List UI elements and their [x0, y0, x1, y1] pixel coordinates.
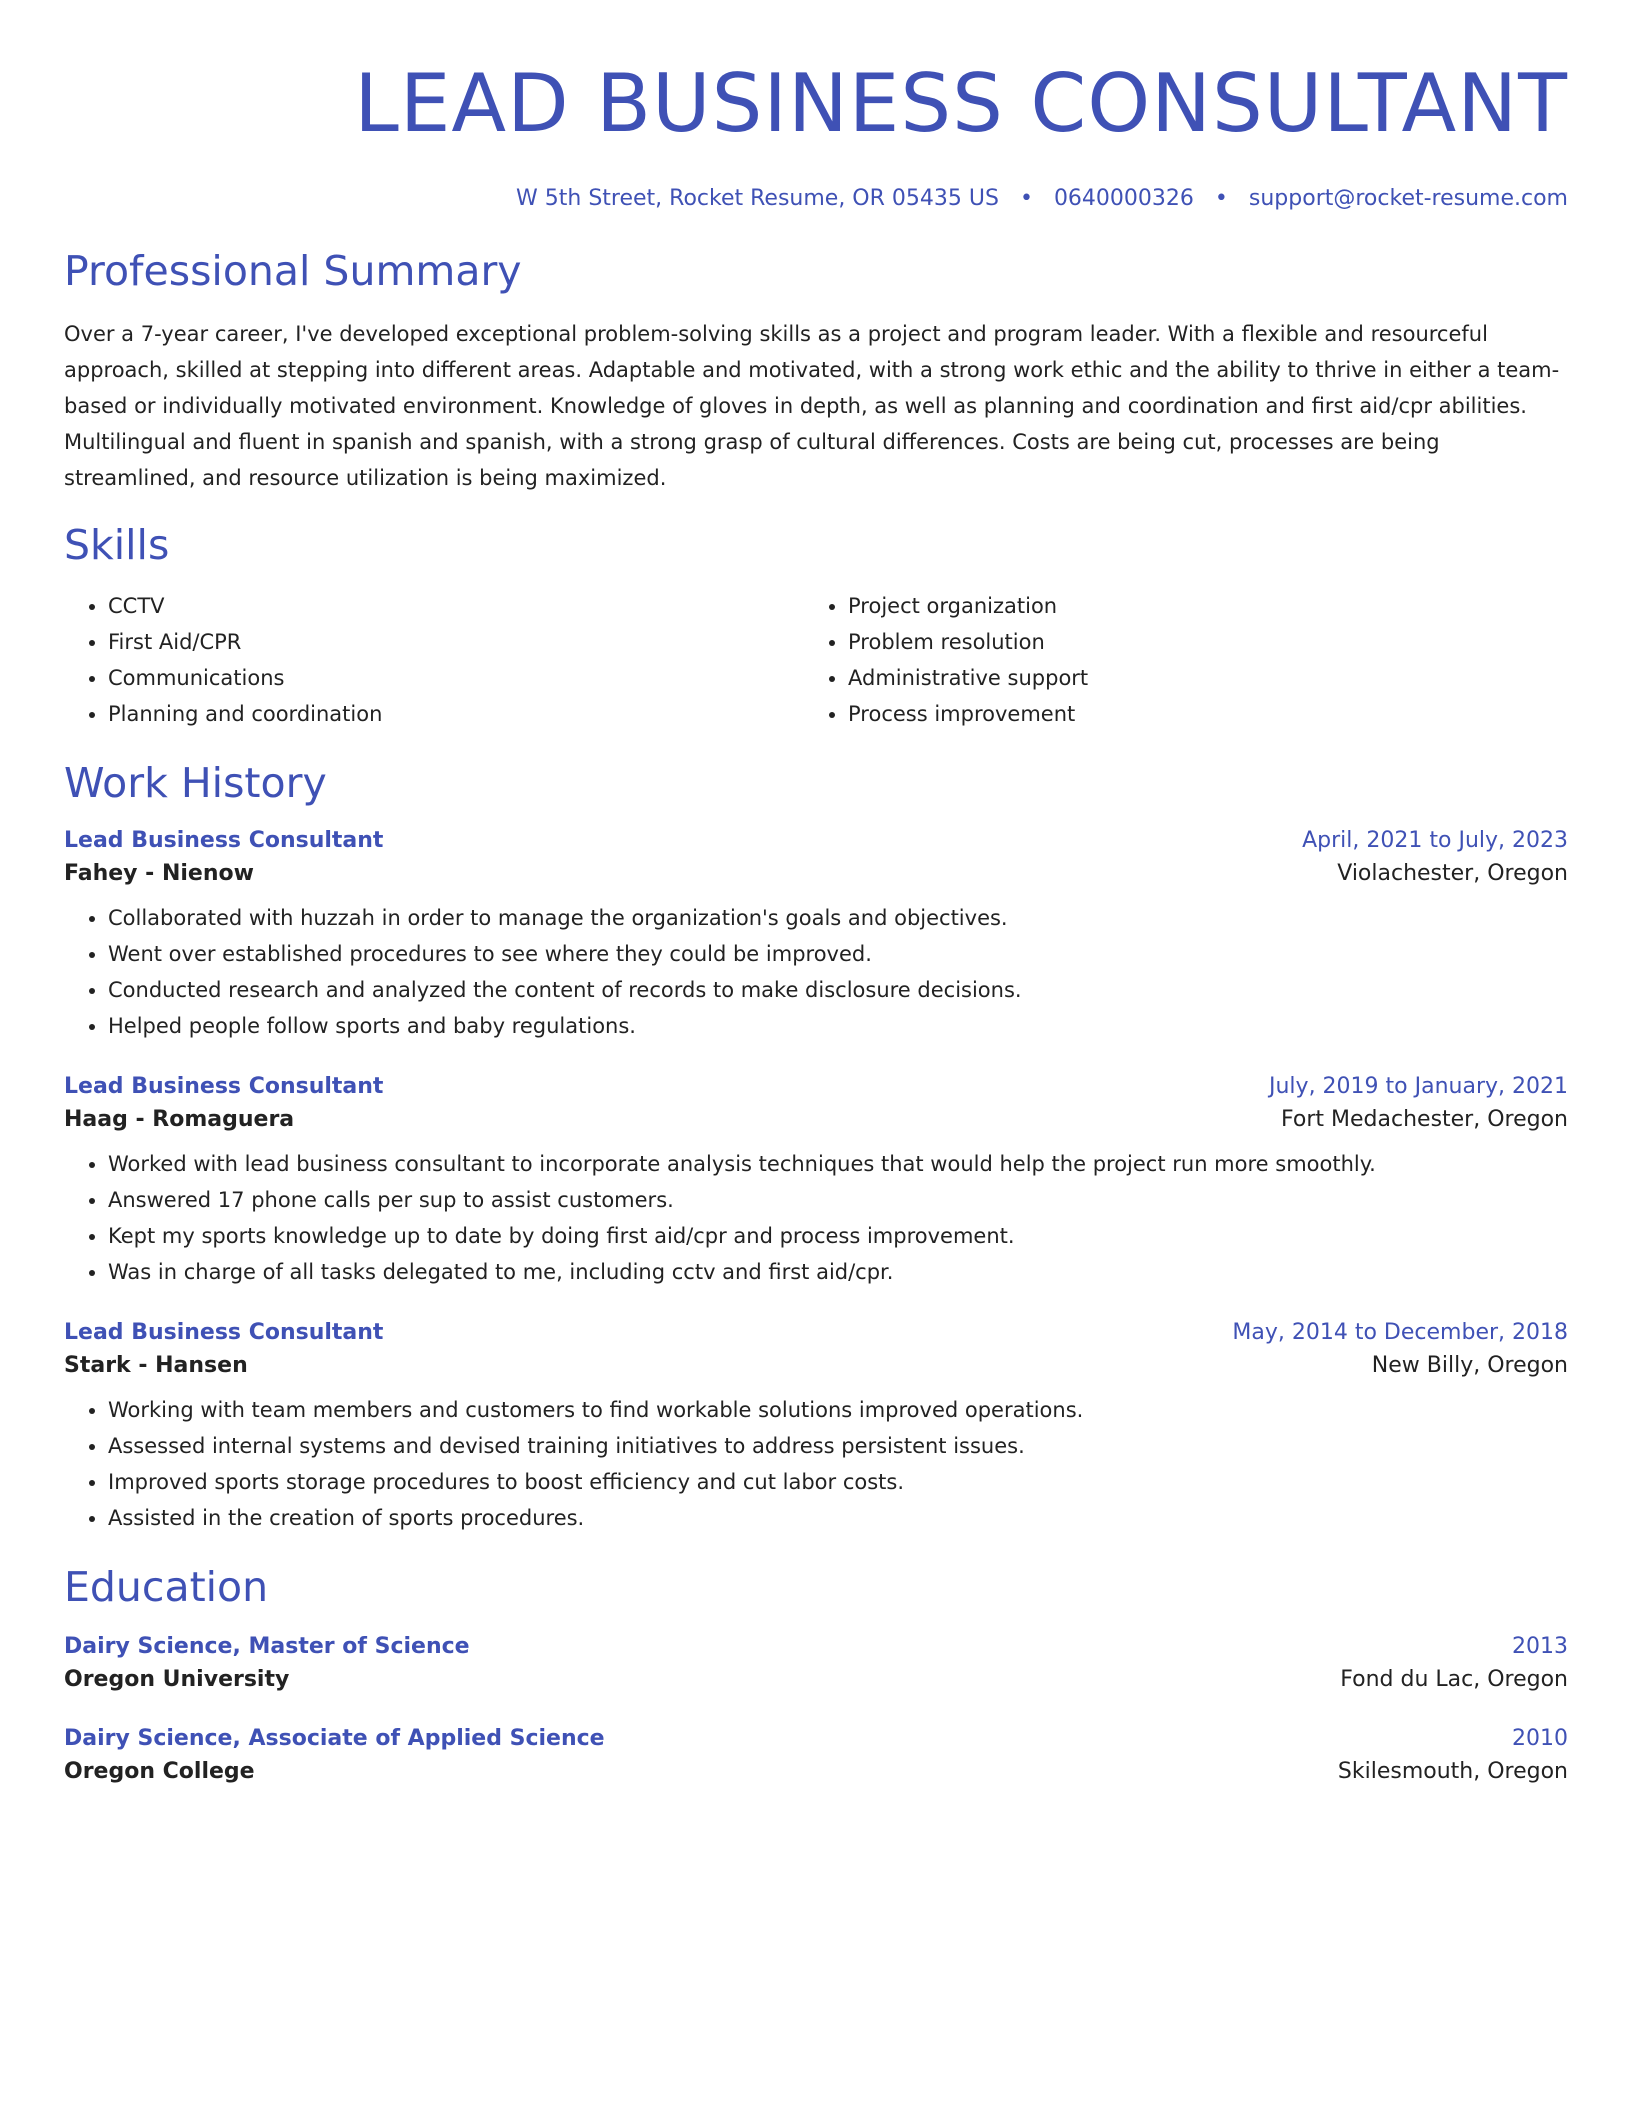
summary-text: Over a 7-year career, I've developed exceptional problem-solving skills as a project and program leader. With a flexible and resourceful approach, skilled at stepping into different areas. Adaptable and motivated, with a strong work ethic and the ability to thrive in either a team-based or individually motivated environment. Knowledge of gloves in depth, as well as planning and coordination and first aid/cpr abilities. Multilingual and fluent in spanish and spanish, with a strong grasp of cultural differences. Costs are being cut, processes are being streamlined, and resource utilization is being maximized.: [64, 322, 1560, 490]
education-header-row: [64, 1634, 1568, 1659]
job-company-row: [64, 1107, 1568, 1132]
skills-heading: Skills: [64, 521, 170, 569]
job-entry: [64, 828, 1568, 1044]
education-school-row: [64, 1759, 1568, 1784]
job-entry: [64, 1074, 1568, 1290]
skill-item: • Project organization: [848, 588, 1544, 624]
skill-item: • Communications: [108, 660, 804, 696]
job-bullet: • Helped people follow sports and baby regulations.: [108, 1008, 1568, 1044]
job-dates: May, 2014 to December, 2018: [1232, 1320, 1568, 1345]
job-bullet: • Improved sports storage procedures to boost efficiency and cut labor costs.: [108, 1464, 1568, 1500]
contact-address: W 5th Street, Rocket Resume, OR 05435 US: [516, 186, 999, 211]
job-dates: July, 2019 to January, 2021: [1269, 1074, 1568, 1099]
contact-separator: •: [1214, 186, 1228, 211]
job-bullet: • Worked with lead business consultant to incorporate analysis techniques that would help the project run more smoothly.: [108, 1146, 1568, 1182]
job-bullet: • Working with team members and customers to find workable solutions improved operations.: [108, 1392, 1568, 1428]
job-header-row: [64, 828, 1568, 853]
resume-title: LEAD BUSINESS CONSULTANT: [354, 57, 1568, 150]
skill-item: • First Aid/CPR: [108, 624, 804, 660]
education-school-row: [64, 1667, 1568, 1692]
job-bullets: [64, 1146, 1568, 1290]
job-header-row: [64, 1074, 1568, 1099]
education-location: Fond du Lac, Oregon: [1340, 1667, 1568, 1692]
job-bullet: • Was in charge of all tasks delegated to me, including cctv and first aid/cpr.: [108, 1254, 1568, 1290]
job-title: Lead Business Consultant: [64, 1320, 384, 1345]
contact-email: support@rocket-resume.com: [1248, 186, 1568, 211]
skills-list: [64, 588, 1568, 732]
skill-item: • Administrative support: [848, 660, 1544, 696]
job-location: Fort Medachester, Oregon: [1281, 1107, 1568, 1132]
work-history-heading: Work History: [64, 759, 327, 807]
job-company: Stark - Hansen: [64, 1353, 248, 1378]
job-bullet: • Assessed internal systems and devised training initiatives to address persistent issues.: [108, 1428, 1568, 1464]
job-bullet: • Collaborated with huzzah in order to manage the organization's goals and objectives.: [108, 900, 1568, 936]
education-heading: Education: [64, 1563, 269, 1611]
job-bullets: [64, 900, 1568, 1044]
job-header-row: [64, 1320, 1568, 1345]
job-company: Haag - Romaguera: [64, 1107, 295, 1132]
skills-column-right: [804, 588, 1544, 732]
job-title: Lead Business Consultant: [64, 828, 384, 853]
skill-item: • Process improvement: [848, 696, 1544, 732]
job-dates: April, 2021 to July, 2023: [1302, 828, 1568, 853]
skills-column-left: [64, 588, 804, 732]
education-header-row: [64, 1726, 1568, 1751]
summary-heading: Professional Summary: [64, 247, 522, 295]
education-school: Oregon University: [64, 1667, 290, 1692]
education-year: 2010: [1512, 1726, 1568, 1751]
skill-item: • Planning and coordination: [108, 696, 804, 732]
education-location: Skilesmouth, Oregon: [1337, 1759, 1568, 1784]
education-year: 2013: [1512, 1634, 1568, 1659]
job-bullet: • Conducted research and analyzed the content of records to make disclosure decisions.: [108, 972, 1568, 1008]
skill-item: • CCTV: [108, 588, 804, 624]
education-degree: Dairy Science, Associate of Applied Science: [64, 1726, 605, 1751]
job-company-row: [64, 1353, 1568, 1378]
contact-separator: •: [1019, 186, 1033, 211]
job-bullet: • Went over established procedures to see where they could be improved.: [108, 936, 1568, 972]
job-entry: [64, 1320, 1568, 1536]
job-location: New Billy, Oregon: [1371, 1353, 1568, 1378]
job-company: Fahey - Nienow: [64, 861, 254, 886]
job-location: Violachester, Oregon: [1337, 861, 1568, 886]
education-entry: [64, 1726, 1568, 1784]
job-bullet: • Kept my sports knowledge up to date by doing first aid/cpr and process improvement.: [108, 1218, 1568, 1254]
contact-phone: 0640000326: [1053, 186, 1194, 211]
education-degree: Dairy Science, Master of Science: [64, 1634, 470, 1659]
contact-line: [64, 184, 1568, 214]
education-school: Oregon College: [64, 1759, 255, 1784]
job-title: Lead Business Consultant: [64, 1074, 384, 1099]
job-bullet: • Assisted in the creation of sports procedures.: [108, 1500, 1568, 1536]
job-company-row: [64, 861, 1568, 886]
job-bullet: • Answered 17 phone calls per sup to assist customers.: [108, 1182, 1568, 1218]
job-bullets: [64, 1392, 1568, 1536]
education-entry: [64, 1634, 1568, 1692]
skill-item: • Problem resolution: [848, 624, 1544, 660]
